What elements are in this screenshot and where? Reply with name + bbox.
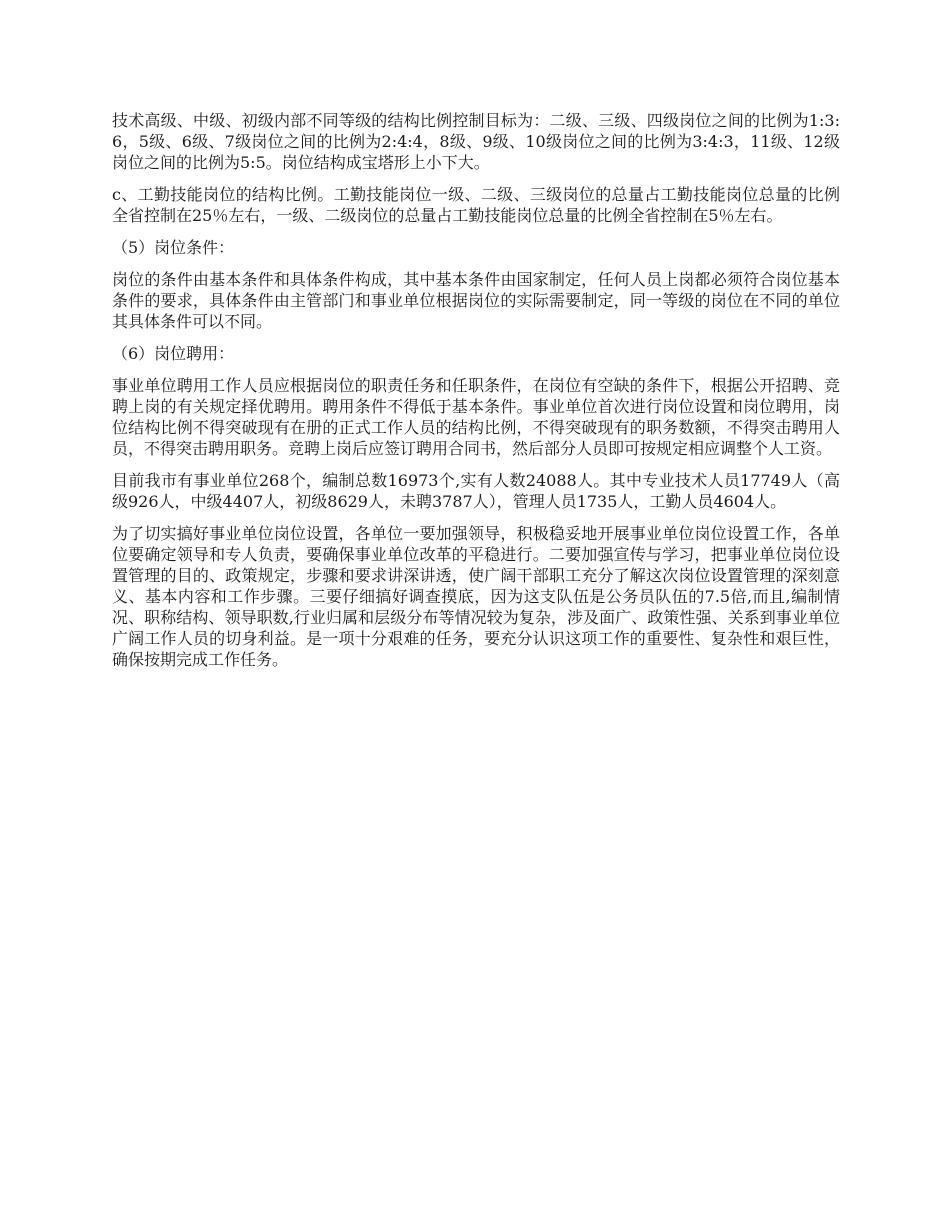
paragraph-post-hiring: 事业单位聘用工作人员应根据岗位的职责任务和任职条件，在岗位有空缺的条件下，根据公开招聘、竞聘上岗的有关规定择优聘用。聘用条件不得低于基本条件。事业单位首次进行岗位设置和岗位聘用，岗位结构比例不得突破现有在册的正式工作人员的结构比例，不得突破现有的职务数额，不得突击聘用人员，不得突击聘用职务。竞聘上岗后应签订聘用合同书，然后部分人员即可按规定相应调整个人工资。: [112, 376, 840, 458]
paragraph-city-statistics: 目前我市有事业单位268个，编制总数16973个,实有人数24088人。其中专业技术人员17749人（高级926人，中级4407人，初级8629人，未聘3787人），管理人员1735人，工勤人员4604人。: [112, 471, 840, 511]
paragraph-post-conditions: 岗位的条件由基本条件和具体条件构成，其中基本条件由国家制定，任何人员上岗都必须符合岗位基本条件的要求，具体条件由主管部门和事业单位根据岗位的实际需要制定，同一等级的岗位在不同的单位其具体条件可以不同。: [112, 270, 840, 331]
paragraph-structure-ratio: 技术高级、中级、初级内部不同等级的结构比例控制目标为：二级、三级、四级岗位之间的比例为1:3:6，5级、6级、7级岗位之间的比例为2:4:4，8级、9级、10级岗位之间的比例为3:4:3，11级、12级岗位之间的比例为5:5。岗位结构成宝塔形上小下大。: [112, 111, 840, 172]
paragraph-worker-skill-ratio: c、工勤技能岗位的结构比例。工勤技能岗位一级、二级、三级岗位的总量占工勤技能岗位总量的比例全省控制在25％左右，一级、二级岗位的总量占工勤技能岗位总量的比例全省控制在5％左右。: [112, 185, 840, 225]
document-body: [112, 110, 840, 681]
paragraph-implementation: 为了切实搞好事业单位岗位设置，各单位一要加强领导，积极稳妥地开展事业单位岗位设置工作，各单位要确定领导和专人负责，要确保事业单位改革的平稳进行。二要加强宣传与学习，把事业单位岗位设置管理的目的、政策规定，步骤和要求讲深讲透，使广阔干部职工充分了解这次岗位设置管理的深刻意义、基本内容和工作步骤。三要仔细搞好调查摸底，因为这支队伍是公务员队伍的7.5倍,而且,编制情况、职称结构、领导职数,行业归属和层级分布等情况较为复杂，涉及面广、政策性强、关系到事业单位广阔工作人员的切身利益。是一项十分艰难的任务，要充分认识这项工作的重要性、复杂性和艰巨性，确保按期完成工作任务。: [112, 524, 840, 669]
section-heading-post-conditions: （5）岗位条件：: [112, 238, 235, 257]
section-heading-post-hiring: （6）岗位聘用：: [112, 344, 235, 363]
